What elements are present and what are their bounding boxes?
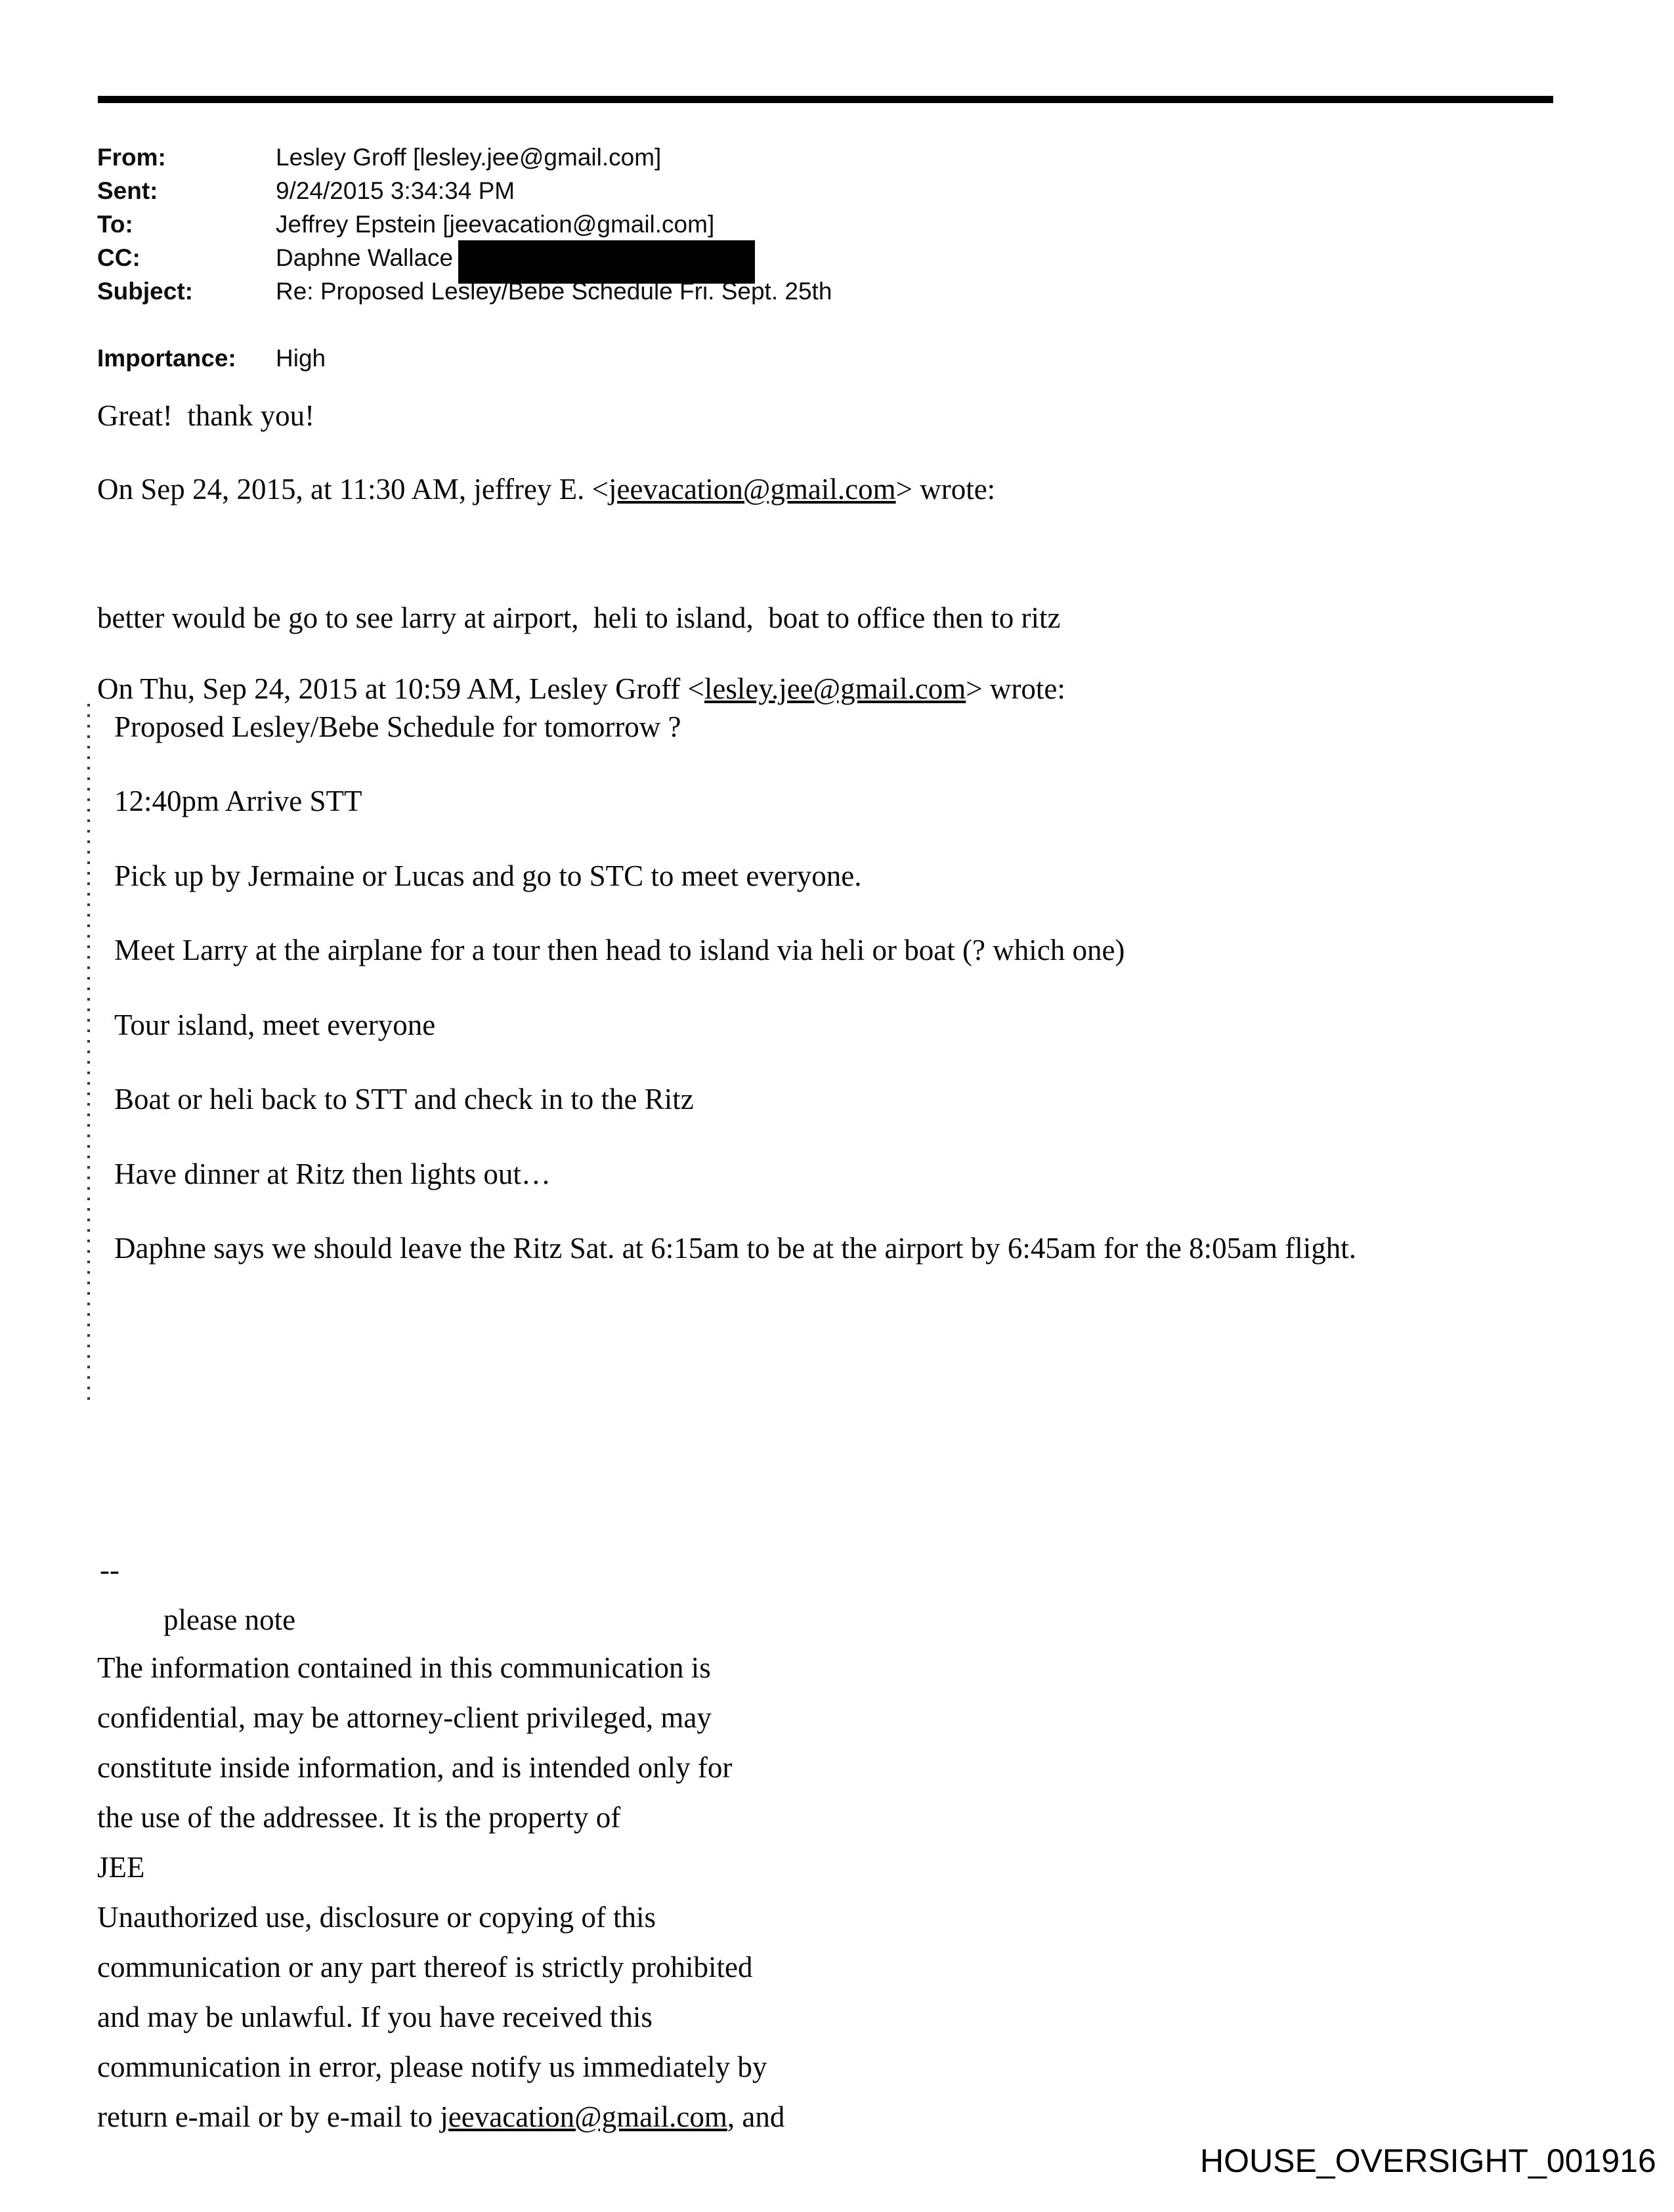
quote-indent-line bbox=[87, 704, 90, 1401]
disclaimer-line: confidential, may be attorney-client privileged, may bbox=[97, 1701, 712, 1734]
importance-value: High bbox=[276, 345, 326, 372]
signature-note: please note bbox=[163, 1603, 296, 1636]
quoted-schedule-line: 12:40pm Arrive STT bbox=[114, 785, 362, 817]
quoted-schedule-line: Daphne says we should leave the Ritz Sat. at 6:15am to be at the airport by 6:45am for the 8:05am flight. bbox=[114, 1232, 1357, 1265]
to-label: To: bbox=[97, 211, 133, 238]
disclaimer-line: the use of the addressee. It is the property of bbox=[97, 1801, 621, 1834]
disclaimer-email-link[interactable]: jeevacation@gmail.com bbox=[440, 2100, 727, 2133]
quoted-schedule-line: Meet Larry at the airplane for a tour then head to island via heli or boat (? which one) bbox=[114, 934, 1125, 966]
header-row-to bbox=[97, 210, 1607, 239]
disclaimer-line: The information contained in this communication is bbox=[97, 1651, 711, 1684]
reply-header-2 bbox=[97, 672, 1065, 706]
header-row-importance bbox=[97, 344, 1607, 373]
subject-label: Subject: bbox=[97, 278, 193, 305]
disclaimer-line: Unauthorized use, disclosure or copying of this bbox=[97, 1901, 656, 1934]
reply-header-1-email-link[interactable]: jeevacation@gmail.com bbox=[609, 473, 896, 506]
disclaimer-line: JEE bbox=[97, 1851, 145, 1884]
header-divider-rule bbox=[98, 96, 1553, 103]
sent-label: Sent: bbox=[97, 177, 158, 204]
quoted-schedule-line: Have dinner at Ritz then lights out… bbox=[114, 1158, 551, 1190]
disclaimer-line: and may be unlawful. If you have received this bbox=[97, 2001, 653, 2033]
importance-label: Importance: bbox=[97, 345, 236, 372]
message-line: better would be go to see larry at airport, heli to island, boat to office then to ritz bbox=[97, 601, 1061, 634]
quoted-schedule-line: Pick up by Jermaine or Lucas and go to STC to meet everyone. bbox=[114, 859, 862, 892]
bates-number: HOUSE_OVERSIGHT_001916 bbox=[1200, 2142, 1656, 2179]
disclaimer-line: communication or any part thereof is strictly prohibited bbox=[97, 1951, 753, 1984]
quoted-schedule-line: Tour island, meet everyone bbox=[114, 1008, 436, 1041]
disclaimer-last-prefix: return e-mail or by e-mail to bbox=[97, 2100, 440, 2133]
to-value: Jeffrey Epstein [jeevacation@gmail.com] bbox=[276, 211, 715, 238]
reply-header-2-prefix: On Thu, Sep 24, 2015 at 10:59 AM, Lesley Groff < bbox=[97, 672, 704, 705]
disclaimer-line: constitute inside information, and is intended only for bbox=[97, 1751, 733, 1784]
header-row-sent bbox=[97, 177, 1607, 206]
from-label: From: bbox=[97, 144, 166, 171]
header-row-from bbox=[97, 143, 1607, 172]
reply-header-2-suffix: > wrote: bbox=[966, 672, 1065, 705]
cc-label: CC: bbox=[97, 244, 140, 271]
reply-header-2-email-link[interactable]: lesley.jee@gmail.com bbox=[704, 672, 966, 705]
header-row-cc bbox=[97, 244, 1607, 272]
greeting-line: Great! thank you! bbox=[97, 399, 315, 432]
header-row-subject bbox=[97, 277, 1607, 306]
cc-value: Daphne Wallace bbox=[276, 244, 454, 271]
quoted-schedule-line: Boat or heli back to STT and check in to the Ritz bbox=[114, 1083, 694, 1116]
sent-value: 9/24/2015 3:34:34 PM bbox=[276, 177, 515, 204]
subject-value: Re: Proposed Lesley/Bebe Schedule Fri. Sept. 25th bbox=[276, 278, 832, 305]
quoted-schedule-line: Proposed Lesley/Bebe Schedule for tomorrow ? bbox=[114, 710, 681, 743]
disclaimer-line: communication in error, please notify us immediately by bbox=[97, 2050, 767, 2083]
reply-header-1-suffix: > wrote: bbox=[895, 473, 996, 506]
from-value: Lesley Groff [lesley.jee@gmail.com] bbox=[276, 144, 662, 171]
signature-dashes: -- bbox=[100, 1553, 119, 1586]
disclaimer-last-line bbox=[97, 2100, 784, 2134]
reply-header-1-prefix: On Sep 24, 2015, at 11:30 AM, jeffrey E. < bbox=[97, 473, 609, 506]
reply-header-1 bbox=[97, 472, 995, 506]
disclaimer-last-suffix: , and bbox=[727, 2100, 785, 2133]
